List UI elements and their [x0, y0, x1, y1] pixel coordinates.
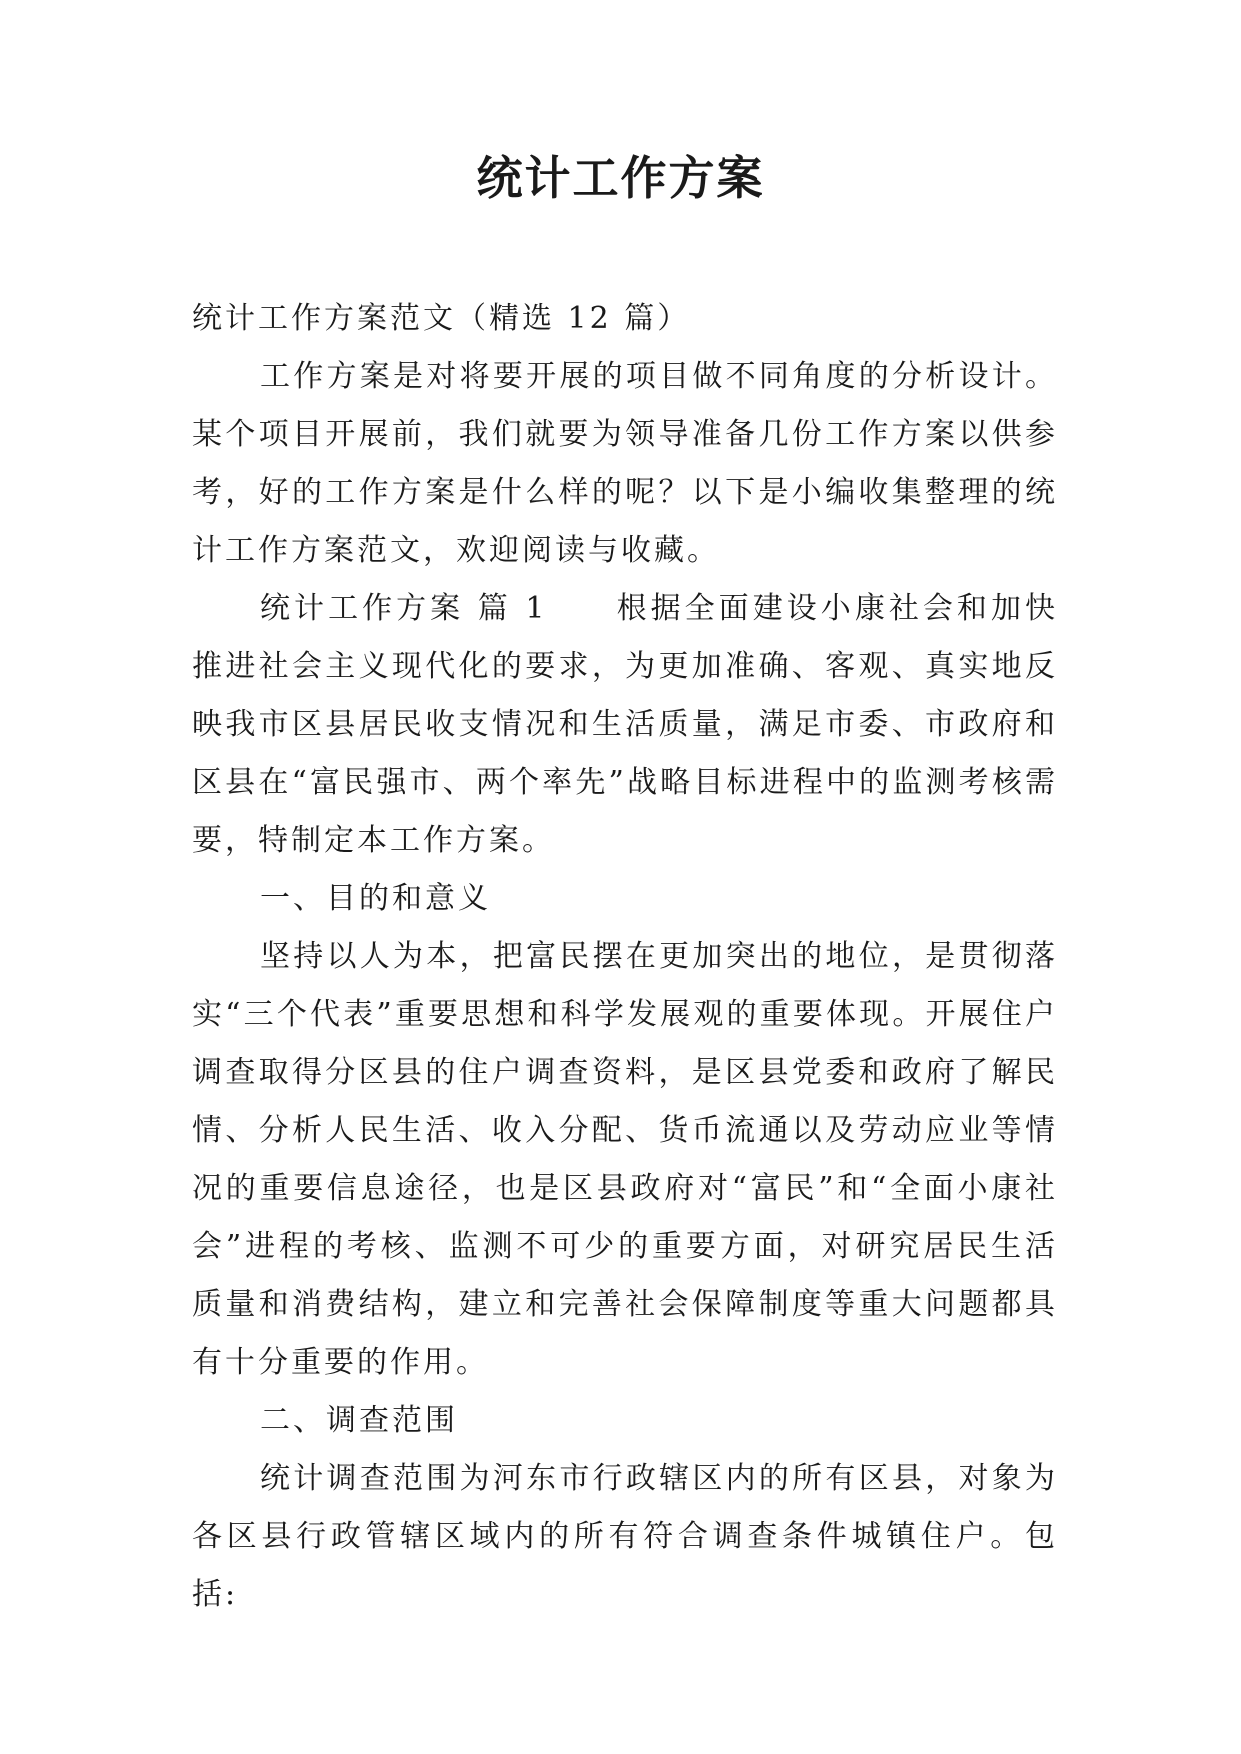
- document-title: 统计工作方案: [476, 151, 765, 205]
- purpose-paragraph: 坚持以人为本，把富民摆在更加突出的地位，是贯彻落实“三个代表”重要思想和科学发展观的重要体现。开展住户调查取得分区县的住户调查资料，是区县党委和政府了解民情、分析人民生活、收入分配、货币流通以及劳动应业等情况的重要信息途径，也是区县政府对“富民”和“全面小康社会”进程的考核、监测不可少的重要方面，对研究居民生活质量和消费结构，建立和完善社会保障制度等重大问题都具有十分重要的作用。: [192, 939, 1058, 1380]
- section-heading-scope: 二、调查范围: [260, 1403, 458, 1438]
- section1-lead-paragraph: 统计工作方案 篇 1 根据全面建设小康社会和加快推进社会主义现代化的要求，为更加准确、客观、真实地反映我市区县居民收支情况和生活质量，满足市委、市政府和区县在“富民强市、两个率先”战略目标进程中的监测考核需要，特制定本工作方案。: [192, 591, 1058, 858]
- document-body: [192, 290, 1058, 1624]
- intro-paragraph: 工作方案是对将要开展的项目做不同角度的分析设计。某个项目开展前，我们就要为领导准备几份工作方案以供参考，好的工作方案是什么样的呢？以下是小编收集整理的统计工作方案范文，欢迎阅读与收藏。: [192, 359, 1058, 568]
- scope-paragraph: 统计调查范围为河东市行政辖区内的所有区县，对象为各区县行政管辖区域内的所有符合调查条件城镇住户。包括:: [192, 1461, 1058, 1612]
- section-heading-purpose: 一、目的和意义: [260, 881, 491, 916]
- document-subtitle: 统计工作方案范文（精选 12 篇）: [192, 301, 691, 336]
